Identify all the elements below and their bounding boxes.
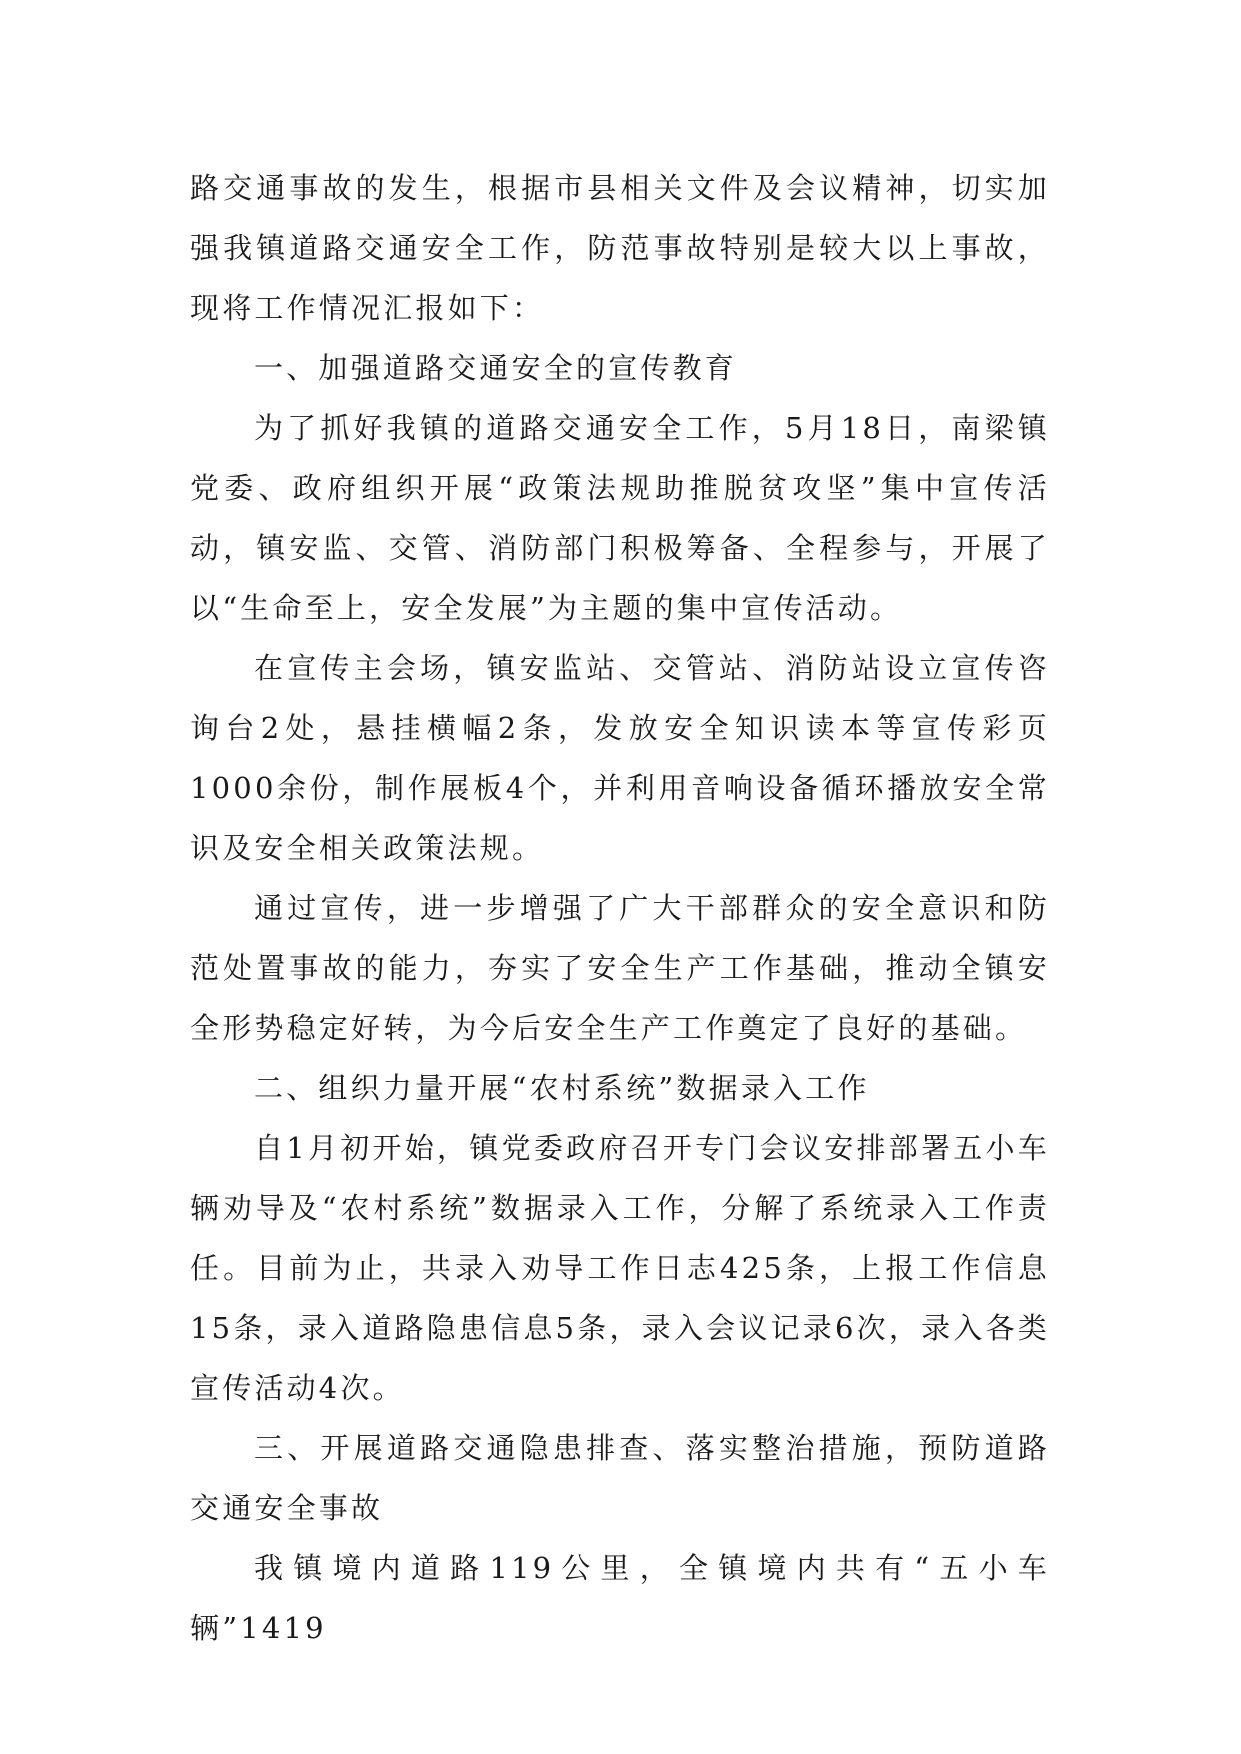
section-heading-2: 二、组织力量开展“农村系统”数据录入工作 bbox=[254, 1071, 870, 1105]
section-heading-3: 三、开展道路交通隐患排查、落实整治措施，预防道路交通安全事故 bbox=[190, 1431, 1050, 1525]
paragraph-continuation: 路交通事故的发生，根据市县相关文件及会议精神，切实加强我镇道路交通安全工作，防范事故特别是较大以上事故，现将工作情况汇报如下： bbox=[190, 171, 1050, 325]
paragraph-data-entry: 自1月初开始，镇党委政府召开专门会议安排部署五小车辆劝导及“农村系统”数据录入工作，分解了系统录入工作责任。目前为止，共录入劝导工作日志425条，上报工作信息15条，录入道路隐患信息5条，录入会议记录6次，录入各类宣传活动4次。 bbox=[190, 1131, 1050, 1405]
paragraph-results: 通过宣传，进一步增强了广大干部群众的安全意识和防范处置事故的能力，夯实了安全生产工作基础，推动全镇安全形势稳定好转，为今后安全生产工作奠定了良好的基础。 bbox=[190, 891, 1050, 1045]
paragraph-campaign: 为了抓好我镇的道路交通安全工作，5月18日，南梁镇党委、政府组织开展“政策法规助推脱贫攻坚”集中宣传活动，镇安监、交管、消防部门积极筹备、全程参与，开展了以“生命至上，安全发展”为主题的集中宣传活动。 bbox=[190, 411, 1050, 625]
paragraph-venue: 在宣传主会场，镇安监站、交管站、消防站设立宣传咨询台2处，悬挂横幅2条，发放安全知识读本等宣传彩页1000余份，制作展板4个，并利用音响设备循环播放安全常识及安全相关政策法规。 bbox=[190, 651, 1050, 865]
section-heading-1: 一、加强道路交通安全的宣传教育 bbox=[254, 351, 738, 385]
paragraph-roads: 我镇境内道路119公里，全镇境内共有“五小车辆”1419 bbox=[190, 1551, 1050, 1645]
document-body bbox=[190, 158, 1050, 1658]
